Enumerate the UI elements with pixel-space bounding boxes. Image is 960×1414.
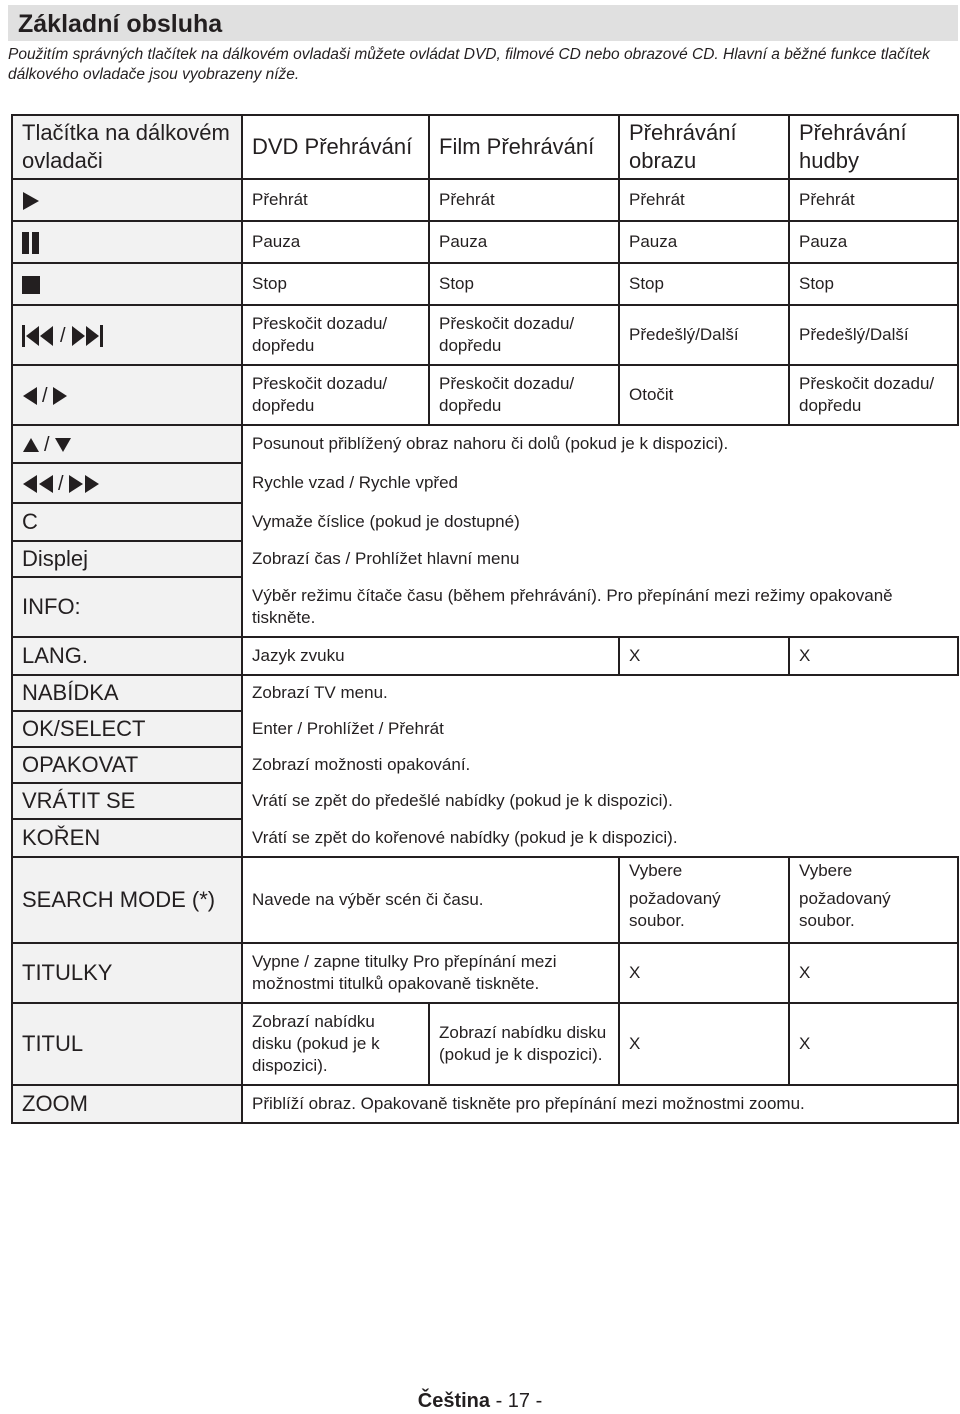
- menu-key: NABÍDKA: [12, 675, 242, 711]
- subtitle-key: TITULKY: [12, 943, 242, 1003]
- table-header-row: [12, 115, 958, 179]
- footer-page-number: - 17 -: [495, 1390, 543, 1412]
- table-row: [12, 305, 958, 365]
- left-right-picture: Otočit: [619, 365, 789, 425]
- header-dvd: DVD Přehrávání: [242, 115, 429, 179]
- lang-music: X: [789, 637, 958, 675]
- prev-next-music: Předešlý/Další: [789, 305, 958, 365]
- play-icon: [22, 191, 40, 211]
- title-key: TITUL: [12, 1003, 242, 1085]
- pause-film: Pauza: [429, 221, 619, 263]
- skip-previous-icon: [22, 325, 56, 347]
- arrow-left-icon: [22, 386, 38, 406]
- lang-picture: X: [619, 637, 789, 675]
- arrow-down-icon: [54, 437, 72, 453]
- table-row: [12, 221, 958, 263]
- table-row: [12, 1085, 958, 1123]
- search-music-line1: Vybere: [799, 861, 853, 880]
- prev-next-dvd: Přeskočit dozadu/ dopředu: [242, 305, 429, 365]
- root-text: Vrátí se zpět do kořenové nabídky (pokud je k dispozici).: [242, 819, 958, 857]
- intro-text: Použitím správných tlačítek na dálkovém ovladaši můžete ovládat DVD, filmové CD nebo obrazové CD. Hlavní a běžné funkce tlačítek dálkového ovladače jsou vyobrazeny níže.: [8, 46, 930, 83]
- prev-next-key: [12, 305, 242, 365]
- left-right-music: Přeskočit dozadu/ dopředu: [789, 365, 958, 425]
- remote-functions-table: [11, 114, 959, 1124]
- title-picture: X: [619, 1003, 789, 1085]
- footer-language: Čeština: [417, 1390, 490, 1412]
- play-picture: Přehrát: [619, 179, 789, 221]
- search-music: [789, 857, 958, 943]
- table-row: [12, 783, 958, 819]
- subtitle-music: X: [789, 943, 958, 1003]
- subtitle-picture: X: [619, 943, 789, 1003]
- table-row: [12, 577, 958, 637]
- skip-next-icon: [70, 325, 104, 347]
- table-row: [12, 637, 958, 675]
- stop-key: [12, 263, 242, 305]
- table-row: [12, 541, 958, 577]
- c-text: Vymaže číslice (pokud je dostupné): [242, 503, 958, 541]
- up-down-text: Posunout přiblížený obraz nahoru či dolů (pokud je k dispozici).: [242, 425, 958, 463]
- title-music: X: [789, 1003, 958, 1085]
- play-key: [12, 179, 242, 221]
- ok-text: Enter / Prohlížet / Přehrát: [242, 711, 958, 747]
- table-row: [12, 179, 958, 221]
- separator: /: [42, 384, 48, 407]
- repeat-key: OPAKOVAT: [12, 747, 242, 783]
- return-text: Vrátí se zpět do předešlé nabídky (pokud je k dispozici).: [242, 783, 958, 819]
- table-row: [12, 463, 958, 503]
- rewind-icon: [22, 474, 54, 494]
- left-right-dvd: Přeskočit dozadu/ dopředu: [242, 365, 429, 425]
- search-key: SEARCH MODE (*): [12, 857, 242, 943]
- table-row: [12, 503, 958, 541]
- title-dvd: Zobrazí nabídku disku (pokud je k dispozici).: [242, 1003, 429, 1085]
- left-right-film: Přeskočit dozadu/ dopředu: [429, 365, 619, 425]
- search-picture: [619, 857, 789, 943]
- search-picture-line2: požadovaný soubor.: [629, 889, 721, 930]
- page-footer: [0, 1388, 960, 1414]
- menu-text: Zobrazí TV menu.: [242, 675, 958, 711]
- table-row: [12, 943, 958, 1003]
- title-film: Zobrazí nabídku disku (pokud je k dispozici).: [429, 1003, 619, 1085]
- root-key: KOŘEN: [12, 819, 242, 857]
- stop-film: Stop: [429, 263, 619, 305]
- display-key: Displej: [12, 541, 242, 577]
- play-film: Přehrát: [429, 179, 619, 221]
- play-music: Přehrát: [789, 179, 958, 221]
- table-row: [12, 819, 958, 857]
- zoom-text: Přiblíží obraz. Opakovaně tiskněte pro přepínání mezi možnostmi zoomu.: [242, 1085, 958, 1123]
- separator: /: [58, 472, 64, 495]
- header-film: Film Přehrávání: [429, 115, 619, 179]
- header-key: Tlačítka na dálkovém ovladači: [12, 115, 242, 179]
- lang-text: Jazyk zvuku: [242, 637, 619, 675]
- header-music: Přehrávání hudby: [789, 115, 958, 179]
- pause-icon: [22, 232, 40, 254]
- up-down-key: [12, 425, 242, 463]
- table-row: [12, 747, 958, 783]
- zoom-key: ZOOM: [12, 1085, 242, 1123]
- rew-ff-key: [12, 463, 242, 503]
- stop-picture: Stop: [619, 263, 789, 305]
- separator: /: [60, 324, 66, 347]
- pause-picture: Pauza: [619, 221, 789, 263]
- repeat-text: Zobrazí možnosti opakování.: [242, 747, 958, 783]
- table-row: [12, 263, 958, 305]
- info-text: Výběr režimu čítače času (během přehrávání). Pro přepínání mezi režimy opakovaně tiskněte.: [242, 577, 958, 637]
- stop-dvd: Stop: [242, 263, 429, 305]
- header-picture: Přehrávání obrazu: [619, 115, 789, 179]
- search-picture-line1: Vybere: [629, 861, 683, 880]
- return-key: VRÁTIT SE: [12, 783, 242, 819]
- subtitle-text: Vypne / zapne titulky Pro přepínání mezi možnostmi titulků opakovaně tiskněte.: [242, 943, 619, 1003]
- table-row: [12, 425, 958, 463]
- c-key: C: [12, 503, 242, 541]
- left-right-key: [12, 365, 242, 425]
- rew-ff-text: Rychle vzad / Rychle vpřed: [242, 463, 958, 503]
- pause-key: [12, 221, 242, 263]
- stop-icon: [22, 276, 40, 294]
- search-text: Navede na výběr scén či času.: [242, 857, 619, 943]
- table-row: [12, 857, 958, 943]
- info-key: INFO:: [12, 577, 242, 637]
- separator: /: [44, 433, 50, 456]
- page-title: Základní obsluha: [8, 5, 958, 41]
- pause-dvd: Pauza: [242, 221, 429, 263]
- fast-forward-icon: [68, 474, 100, 494]
- table-row: [12, 675, 958, 711]
- play-dvd: Přehrát: [242, 179, 429, 221]
- lang-key: LANG.: [12, 637, 242, 675]
- arrow-right-icon: [52, 386, 68, 406]
- pause-music: Pauza: [789, 221, 958, 263]
- ok-key: OK/SELECT: [12, 711, 242, 747]
- arrow-up-icon: [22, 437, 40, 453]
- stop-music: Stop: [789, 263, 958, 305]
- search-music-line2: požadovaný soubor.: [799, 889, 891, 930]
- table-row: [12, 1003, 958, 1085]
- prev-next-film: Přeskočit dozadu/ dopředu: [429, 305, 619, 365]
- table-row: [12, 365, 958, 425]
- display-text: Zobrazí čas / Prohlížet hlavní menu: [242, 541, 958, 577]
- prev-next-picture: Předešlý/Další: [619, 305, 789, 365]
- table-row: [12, 711, 958, 747]
